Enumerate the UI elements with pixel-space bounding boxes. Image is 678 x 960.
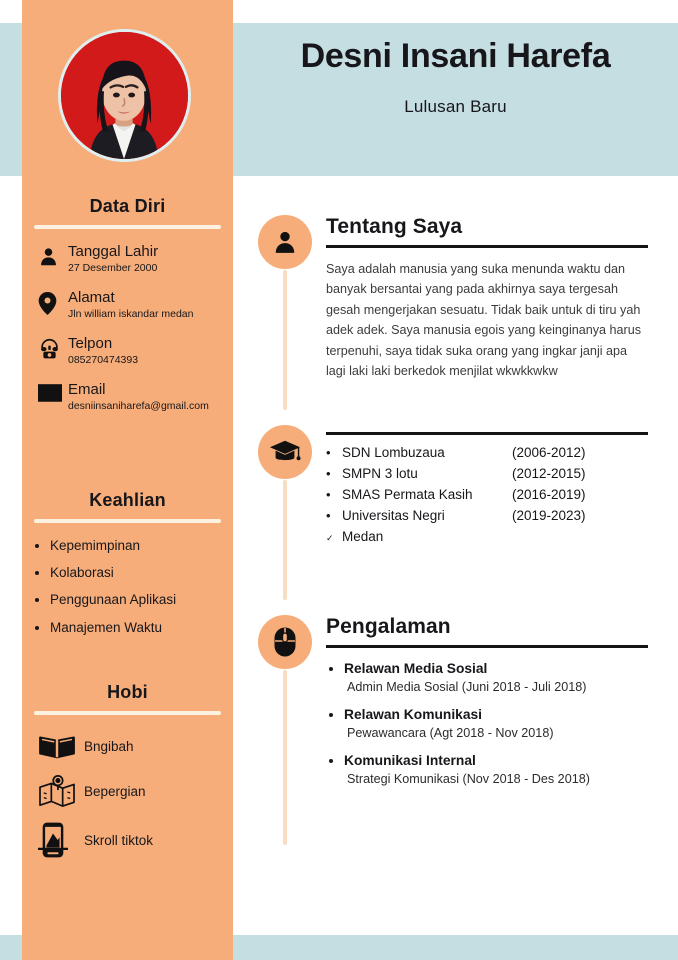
divider xyxy=(326,245,648,248)
page-subtitle: Lulusan Baru xyxy=(404,97,507,117)
location-pin-icon xyxy=(38,289,68,315)
section-hobi xyxy=(22,682,233,872)
school-years: (2006-2012) xyxy=(512,445,586,460)
about-text: Saya adalah manusia yang suka menunda waktu dan banyak bersantai yang pada akhirnya saya tergesah gesah mengerjakan sesuatu. Tidak baik untuk di tiru yah adek adek. Saya manusia egois yang keinginanya harus terpenuhi, saya tidak suka orang yang ingkar janji apa lagi laki laki berkedok menjilat wkwkkwkw xyxy=(326,262,642,379)
experience-detail: Pewawancara (Agt 2018 - Nov 2018) xyxy=(347,726,554,741)
profile-photo xyxy=(61,32,188,159)
contact-label: Tanggal Lahir xyxy=(68,243,159,260)
school-name: SMAS Permata Kasih xyxy=(342,487,473,502)
bullet-marker: • xyxy=(326,466,331,481)
school-years: (2019-2023) xyxy=(512,508,586,523)
experience-list xyxy=(326,660,678,786)
contact-row xyxy=(38,289,219,322)
avatar xyxy=(58,29,191,162)
contact-label: Email xyxy=(68,380,106,398)
contact-value: desniinsaniharefa@gmail.com xyxy=(68,399,209,412)
experience-role: • Relawan Media Sosial xyxy=(344,661,488,677)
divider xyxy=(34,711,221,715)
table-row xyxy=(326,445,678,460)
list-item: • Penggunaan Aplikasi xyxy=(50,591,233,609)
open-book-icon xyxy=(38,731,84,761)
section-pengalaman xyxy=(258,615,678,798)
contact-value: 27 Desember 2000 xyxy=(68,262,158,275)
envelope-icon xyxy=(38,381,68,402)
contact-row xyxy=(38,243,219,276)
computer-mouse-icon xyxy=(258,615,312,669)
contact-row xyxy=(38,381,219,414)
section-tentang-saya xyxy=(258,215,678,381)
hobby-label: Skroll tiktok xyxy=(84,832,154,848)
person-icon xyxy=(38,243,68,267)
experience-role: • Komunikasi Internal xyxy=(344,753,476,769)
school-name: Medan xyxy=(342,529,384,544)
table-row xyxy=(326,487,678,502)
smartphone-icon xyxy=(38,821,84,859)
contact-label: Alamat xyxy=(68,288,115,306)
contact-value: 085270474393 xyxy=(68,354,139,367)
experience-role: • Relawan Komunikasi xyxy=(344,707,483,723)
telephone-icon xyxy=(38,335,68,360)
experience-detail: Strategi Komunikasi (Nov 2018 - Des 2018) xyxy=(347,772,590,787)
experience-heading: Pengalaman xyxy=(326,615,451,638)
person-icon xyxy=(258,215,312,269)
experience-detail: Admin Media Sosial (Juni 2018 - Juli 2018) xyxy=(347,680,587,695)
divider xyxy=(34,519,221,523)
school-name: SMPN 3 lotu xyxy=(342,466,418,481)
table-row xyxy=(326,529,678,544)
about-heading: Tentang Saya xyxy=(326,215,463,238)
school-years: (2016-2019) xyxy=(512,487,586,502)
list-item: • Kolaborasi xyxy=(50,564,233,582)
list-item xyxy=(38,821,223,859)
education-list xyxy=(326,445,678,544)
list-item xyxy=(38,731,223,761)
list-item: • Kepemimpinan xyxy=(50,537,233,555)
section-pendidikan xyxy=(258,425,678,550)
divider xyxy=(326,432,648,435)
list-item xyxy=(344,706,678,740)
table-row xyxy=(326,508,678,523)
skills-list xyxy=(22,537,233,637)
section-keahlian xyxy=(22,490,233,646)
contact-value: Jln william iskandar medan xyxy=(68,308,194,321)
keahlian-heading: Keahlian xyxy=(89,490,166,510)
divider xyxy=(34,225,221,229)
header-block xyxy=(233,38,678,117)
graduation-cap-icon xyxy=(258,425,312,479)
bullet-marker: • xyxy=(326,445,331,460)
hobby-label: Bngibah xyxy=(84,738,134,754)
list-item xyxy=(344,660,678,694)
hobi-heading: Hobi xyxy=(107,682,148,702)
folded-map-icon xyxy=(38,774,84,808)
list-item: • Manajemen Waktu xyxy=(50,619,233,637)
section-data-diri xyxy=(22,196,233,427)
school-name: Universitas Negri xyxy=(342,508,445,523)
hobby-label: Bepergian xyxy=(84,783,146,799)
school-years: (2012-2015) xyxy=(512,466,586,481)
contact-label: Telpon xyxy=(68,334,113,352)
page-title: Desni Insani Harefa xyxy=(300,37,611,75)
list-item xyxy=(344,752,678,786)
data-diri-heading: Data Diri xyxy=(89,196,166,216)
school-name: SDN Lombuzaua xyxy=(342,445,445,460)
bullet-marker: • xyxy=(326,487,331,502)
table-row xyxy=(326,466,678,481)
list-item xyxy=(38,774,223,808)
bullet-marker: • xyxy=(326,508,331,523)
divider xyxy=(326,645,648,648)
contact-row xyxy=(38,335,219,368)
check-marker: ✓ xyxy=(326,533,334,543)
